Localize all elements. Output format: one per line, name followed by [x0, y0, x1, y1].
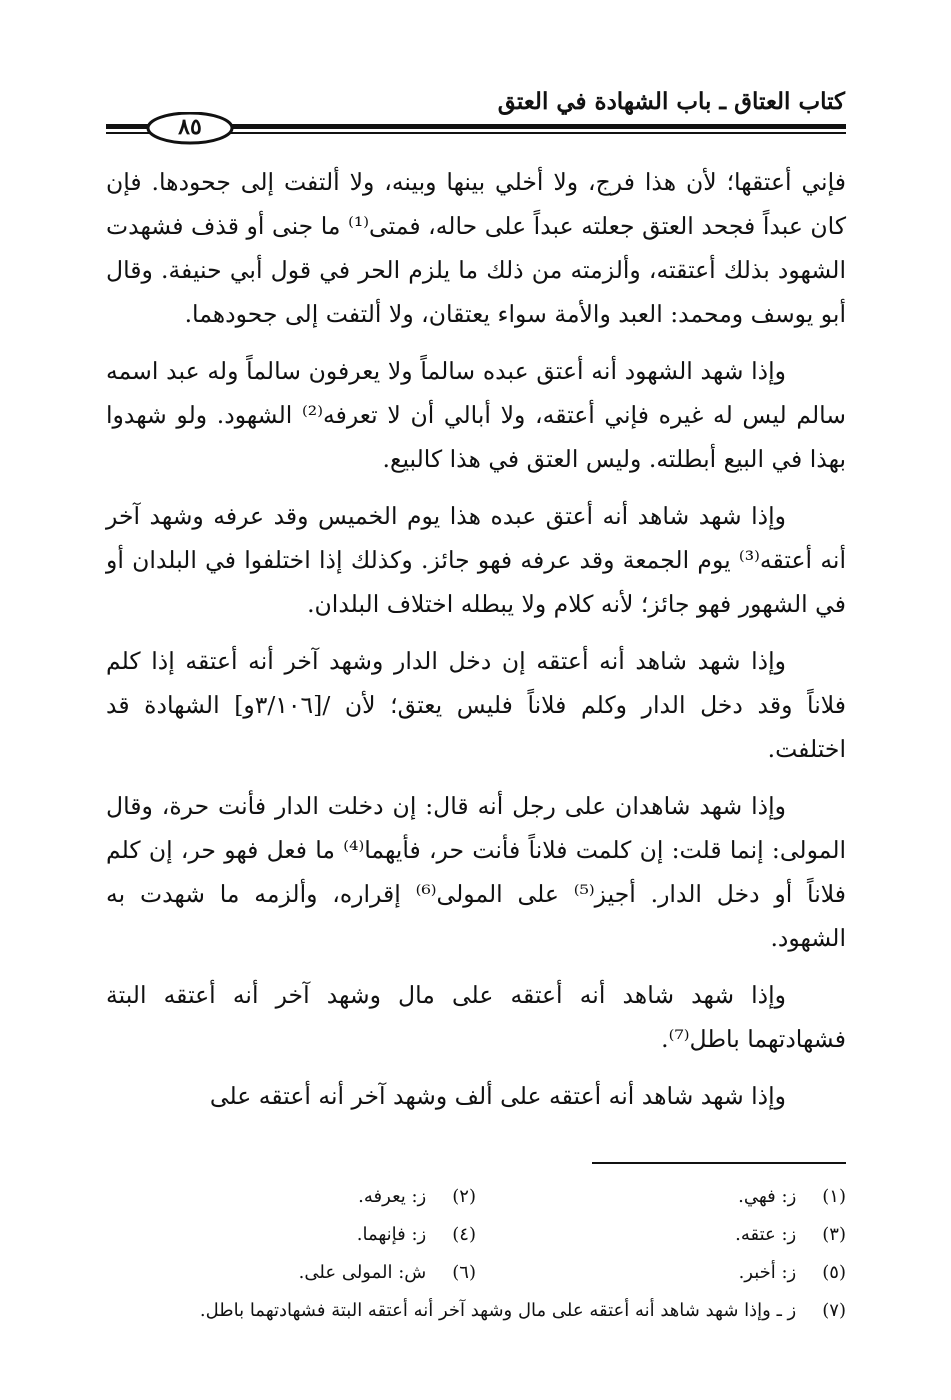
running-header-title: كتاب العتاق ـ باب الشهادة في العتق	[497, 88, 845, 115]
footnote	[106, 1178, 476, 1216]
paragraph: وإذا شهد شاهدان على رجل أنه قال: إن دخلت الدار فأنت حرة، وقال المولى: إنما قلت: إن كلمت فلاناً فأنت حر، فأيهما⁽⁴⁾ ما فعل فهو حر، إن كلم فلاناً أو دخل الدار. أجيز⁽⁵⁾ على المولى⁽⁶⁾ إقراره، وألزمه ما شهدت به الشهود.	[106, 792, 847, 952]
footnote-row	[106, 1254, 846, 1292]
footnote-row	[106, 1178, 846, 1216]
footnote	[476, 1216, 846, 1254]
footnote-row	[106, 1216, 846, 1254]
footnote-text: ز: يعرفه.	[358, 1186, 427, 1207]
footnote-text: ز: فهي.	[738, 1186, 797, 1207]
footnote-number: (١)	[822, 1186, 846, 1207]
footnote-text: ز: عتقه.	[735, 1224, 797, 1245]
paragraph: وإذا شهد شاهد أنه أعتقه إن دخل الدار وشهد آخر أنه أعتقه إذا كلم فلاناً وقد دخل الدار وكلم فلاناً فليس يعتق؛ لأن /[٣/١٠٦و] الشهادة قد اختلفت.	[106, 647, 847, 763]
footnote-text: ز: أخبر.	[738, 1262, 797, 1283]
footnote	[106, 1216, 476, 1254]
footnote	[106, 1292, 846, 1330]
page-number: ٨٥	[178, 114, 202, 140]
footnote-text: ز: فإنهما.	[356, 1224, 427, 1245]
paragraph: وإذا شهد شاهد أنه أعتقه على ألف وشهد آخر أنه أعتقه على	[209, 1082, 786, 1110]
footnote	[476, 1178, 846, 1216]
footnote	[106, 1254, 476, 1292]
footnote-text: ز ـ وإذا شهد شاهد أنه أعتقه على مال وشهد آخر أنه أعتقه البتة فشهادتهما باطل.	[199, 1300, 797, 1321]
footnote-number: (٣)	[822, 1224, 846, 1245]
paragraph: فإني أعتقها؛ لأن هذا فرج، ولا أخلي بينها وبينه، ولا ألتفت إلى جحودها. فإن كان عبداً فجحد العتق جعلته عبداً على حاله، فمتى⁽¹⁾ ما جنى أو قذف فشهدت الشهود بذلك أعتقته، وألزمته من ذلك ما يلزم الحر في قول أبي حنيفة. وقال أبو يوسف ومحمد: العبد والأمة سواء يعتقان، ولا ألتفت إلى جحودهما.	[106, 168, 847, 328]
footnote-number: (٥)	[822, 1262, 846, 1283]
paragraph: وإذا شهد شاهد أنه أعتق عبده هذا يوم الخميس وقد عرفه وشهد آخر أنه أعتقه⁽³⁾ يوم الجمعة وقد عرفه فهو جائز. وكذلك إذا اختلفوا في البلدان أو في الشهور فهو جائز؛ لأنه كلام ولا يبطله اختلاف البلدان.	[106, 502, 847, 618]
paragraph: وإذا شهد شاهد أنه أعتقه على مال وشهد آخر أنه أعتقه البتة فشهادتهما باطل⁽⁷⁾.	[106, 981, 846, 1053]
main-text	[106, 160, 846, 1131]
footnote-text: ش: المولى على.	[298, 1262, 427, 1283]
paragraph: وإذا شهد الشهود أنه أعتق عبده سالماً ولا يعرفون سالماً وله عبد اسمه سالم ليس له غيره فإني أعتقه، ولا أبالي أن لا تعرفه⁽²⁾ الشهود. ولو شهدوا بهذا في البيع أبطلته. وليس العتق في هذا كالبيع.	[106, 357, 846, 473]
footnote-number: (٤)	[452, 1224, 476, 1245]
footnote-number: (٦)	[452, 1262, 476, 1283]
footnotes	[106, 1178, 846, 1330]
footnote	[476, 1254, 846, 1292]
footnote-number: (٧)	[822, 1300, 846, 1321]
footnote-separator	[592, 1162, 846, 1164]
footnote-number: (٢)	[452, 1186, 476, 1207]
